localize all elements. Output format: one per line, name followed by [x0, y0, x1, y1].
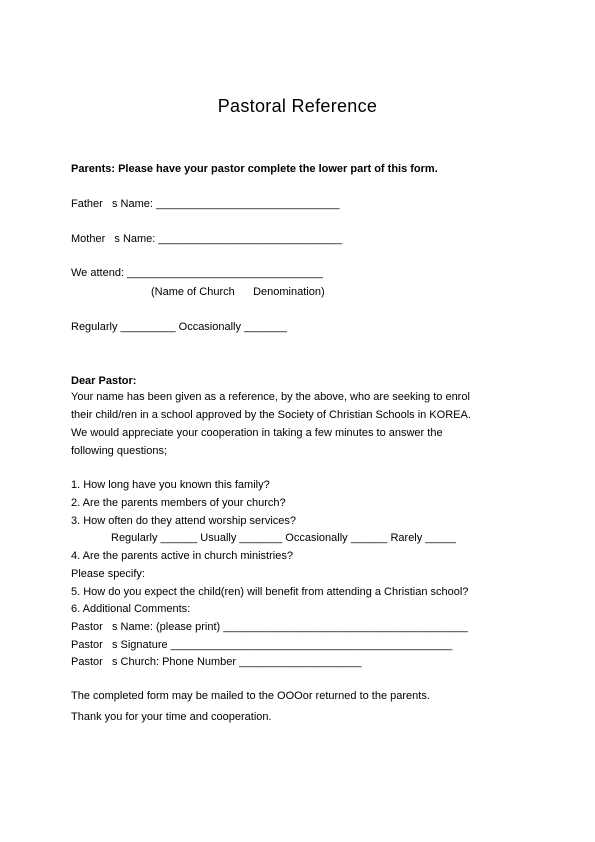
attendance-field: Regularly _________ Occasionally _______: [71, 321, 287, 333]
letter-body-line: following questions;: [71, 445, 168, 457]
letter-body-line: their child/ren in a school approved by the Society of Christian Schools in KOREA.: [71, 409, 471, 421]
mother-name-field: Mother s Name: ______________________________: [71, 233, 342, 245]
pastor-name-field: Pastor s Name: (please print) ________________________________________: [71, 621, 468, 633]
question-1: 1. How long have you known this family?: [71, 479, 270, 491]
question-3-options: Regularly ______ Usually _______ Occasionally ______ Rarely _____: [111, 532, 456, 544]
question-6: 6. Additional Comments:: [71, 603, 191, 615]
closing-line: The completed form may be mailed to the OOOor returned to the parents.: [71, 690, 430, 702]
we-attend-field: We attend: ________________________________: [71, 267, 323, 279]
letter-body-line: Your name has been given as a reference, by the above, who are seeking to enrol: [71, 391, 470, 403]
question-4-specify: Please specify:: [71, 568, 145, 580]
question-4: 4. Are the parents active in church ministries?: [71, 550, 293, 562]
pastor-signature-field: Pastor s Signature ______________________________________________: [71, 639, 453, 651]
letter-salutation: Dear Pastor:: [71, 375, 137, 387]
question-2: 2. Are the parents members of your church?: [71, 497, 286, 509]
closing-line: Thank you for your time and cooperation.: [71, 711, 272, 723]
question-3: 3. How often do they attend worship services?: [71, 515, 297, 527]
parent-instruction: Parents: Please have your pastor complete the lower part of this form.: [71, 163, 438, 175]
letter-body-line: We would appreciate your cooperation in taking a few minutes to answer the: [71, 427, 443, 439]
question-5: 5. How do you expect the child(ren) will benefit from attending a Christian school?: [71, 586, 469, 598]
we-attend-hint: (Name of Church Denomination): [151, 286, 325, 298]
page-title: Pastoral Reference: [217, 96, 378, 116]
pastor-church-field: Pastor s Church: Phone Number ____________________: [71, 656, 362, 668]
father-name-field: Father s Name: ______________________________: [71, 198, 340, 210]
